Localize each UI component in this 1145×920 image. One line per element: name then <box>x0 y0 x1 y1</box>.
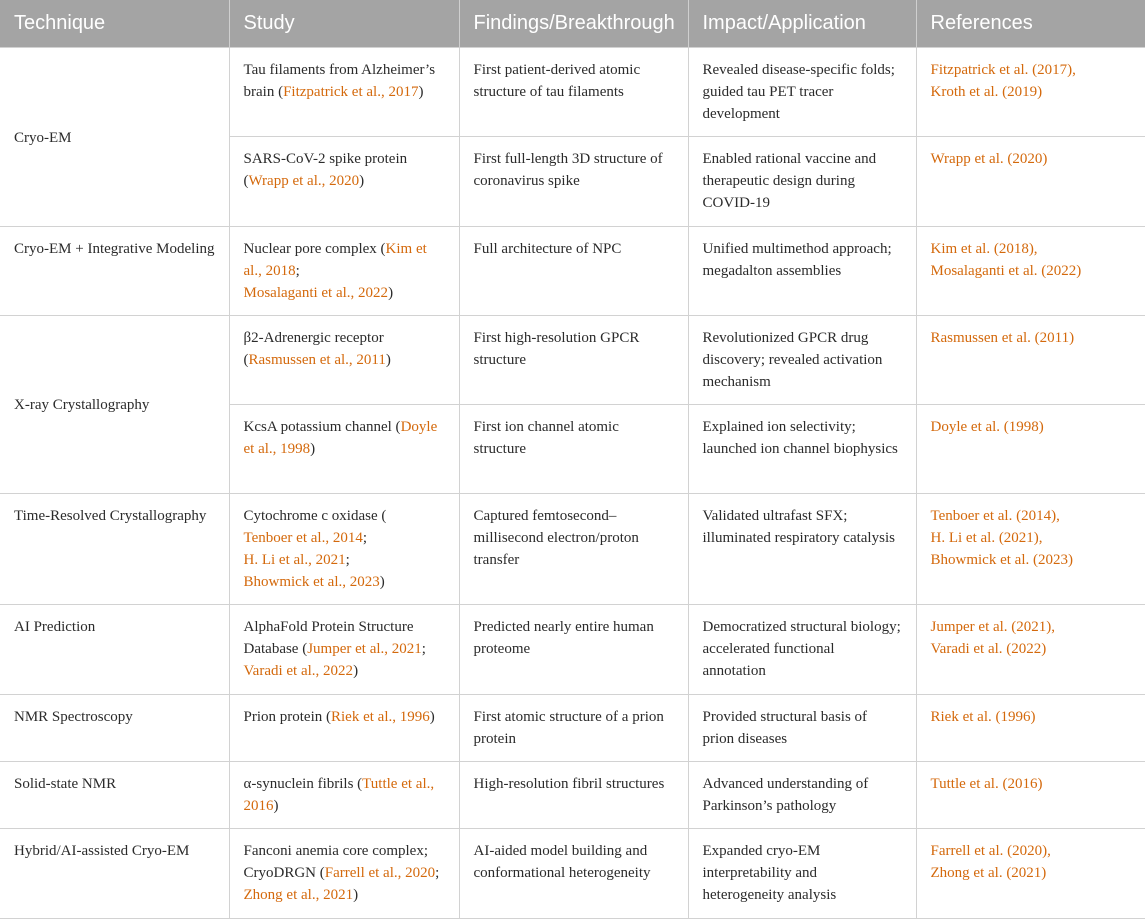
references-cell <box>916 761 1145 828</box>
table-row <box>0 694 1145 761</box>
header-study: Study <box>229 0 459 47</box>
reference-link[interactable]: Varadi et al. (2022) <box>930 640 1047 657</box>
findings-cell: AI-aided model building and conformational heterogeneity <box>459 828 688 918</box>
study-cell: α-synuclein fibrils (Tuttle et al., 2016) <box>229 761 459 828</box>
header-references: References <box>916 0 1145 47</box>
reference-link[interactable]: Kim et al. (2018), <box>930 240 1038 257</box>
study-cell: Tau filaments from Alzheimer’s brain (Fitzpatrick et al., 2017) <box>229 47 459 136</box>
citation-link[interactable]: H. Li et al., 2021 <box>243 551 346 568</box>
study-cell: β2-Adrenergic receptor (Rasmussen et al., 2011) <box>229 315 459 404</box>
impact-cell: Democratized structural biology; accelerated functional annotation <box>688 604 916 694</box>
references-cell <box>916 828 1145 918</box>
references-cell <box>916 226 1145 315</box>
study-cell: Nuclear pore complex (Kim et al., 2018; Mosalaganti et al., 2022) <box>229 226 459 315</box>
citation-link[interactable]: Doyle et al., 1998 <box>243 418 438 457</box>
technique-cell: Cryo-EM + Integrative Modeling <box>0 226 229 315</box>
citation-link[interactable]: Fitzpatrick et al., 2017 <box>283 83 419 100</box>
findings-cell: First atomic structure of a prion protein <box>459 694 688 761</box>
impact-cell: Unified multimethod approach; megadalton assemblies <box>688 226 916 315</box>
reference-link[interactable]: Jumper et al. (2021), <box>930 618 1056 635</box>
reference-link[interactable]: Fitzpatrick et al. (2017), <box>930 61 1076 78</box>
impact-cell: Validated ultrafast SFX; illuminated respiratory catalysis <box>688 493 916 604</box>
reference-link[interactable]: Tuttle et al. (2016) <box>930 775 1043 792</box>
references-cell <box>916 47 1145 136</box>
technique-cell: X-ray Crystallography <box>0 315 229 493</box>
impact-cell: Explained ion selectivity; launched ion channel biophysics <box>688 404 916 493</box>
reference-link[interactable]: Farrell et al. (2020), <box>930 842 1051 859</box>
references-cell <box>916 315 1145 404</box>
table-row <box>0 761 1145 828</box>
technique-cell: Cryo-EM <box>0 47 229 226</box>
citation-link[interactable]: Tenboer et al., 2014 <box>243 529 363 546</box>
table-row <box>0 47 1145 136</box>
references-cell <box>916 694 1145 761</box>
study-cell: Fanconi anemia core complex; CryoDRGN (Farrell et al., 2020; Zhong et al., 2021) <box>229 828 459 918</box>
reference-link[interactable]: Riek et al. (1996) <box>930 708 1036 725</box>
findings-cell: Captured femtosecond–millisecond electron/proton transfer <box>459 493 688 604</box>
references-cell <box>916 136 1145 226</box>
reference-link[interactable]: Tenboer et al. (2014), <box>930 507 1060 524</box>
reference-link[interactable]: Doyle et al. (1998) <box>930 418 1044 435</box>
citation-link[interactable]: Mosalaganti et al., 2022 <box>243 284 389 301</box>
technique-cell: Hybrid/AI-assisted Cryo-EM <box>0 828 229 918</box>
findings-cell: First high-resolution GPCR structure <box>459 315 688 404</box>
table-row <box>0 604 1145 694</box>
table-row <box>0 828 1145 918</box>
table-row <box>0 493 1145 604</box>
header-impact: Impact/Application <box>688 0 916 47</box>
citation-link[interactable]: Tuttle et al., 2016 <box>243 775 435 814</box>
technique-cell: NMR Spectroscopy <box>0 694 229 761</box>
findings-cell: High-resolution fibril structures <box>459 761 688 828</box>
header-technique: Technique <box>14 12 106 35</box>
impact-cell: Expanded cryo-EM interpretability and heterogeneity analysis <box>688 828 916 918</box>
citation-link[interactable]: Kim et al., 2018 <box>243 240 427 279</box>
reference-link[interactable]: Rasmussen et al. (2011) <box>930 329 1075 346</box>
study-cell: KcsA potassium channel (Doyle et al., 1998) <box>229 404 459 493</box>
reference-link[interactable]: Mosalaganti et al. (2022) <box>930 262 1082 279</box>
reference-link[interactable]: Bhowmick et al. (2023) <box>930 551 1073 568</box>
impact-cell: Enabled rational vaccine and therapeutic design during COVID-19 <box>688 136 916 226</box>
references-cell <box>916 493 1145 604</box>
citation-link[interactable]: Riek et al., 1996 <box>331 708 430 725</box>
citation-link[interactable]: Zhong et al., 2021 <box>243 886 354 903</box>
reference-link[interactable]: H. Li et al. (2021), <box>930 529 1043 546</box>
table-row <box>0 226 1145 315</box>
study-cell: SARS-CoV-2 spike protein (Wrapp et al., 2020) <box>229 136 459 226</box>
references-cell <box>916 604 1145 694</box>
table-row <box>0 315 1145 404</box>
impact-cell: Advanced understanding of Parkinson’s pathology <box>688 761 916 828</box>
technique-cell: Solid-state NMR <box>0 761 229 828</box>
findings-cell: Full architecture of NPC <box>459 226 688 315</box>
findings-cell: First ion channel atomic structure <box>459 404 688 493</box>
findings-cell: Predicted nearly entire human proteome <box>459 604 688 694</box>
impact-cell: Revealed disease-specific folds; guided tau PET tracer development <box>688 47 916 136</box>
reference-link[interactable]: Kroth et al. (2019) <box>930 83 1043 100</box>
references-cell <box>916 404 1145 493</box>
technique-cell: Time-Resolved Crystallography <box>0 493 229 604</box>
table-header-row <box>0 0 1145 47</box>
study-cell: Prion protein (Riek et al., 1996) <box>229 694 459 761</box>
citation-link[interactable]: Rasmussen et al., 2011 <box>248 351 386 368</box>
findings-cell: First full-length 3D structure of coronavirus spike <box>459 136 688 226</box>
study-cell: Cytochrome c oxidase ( Tenboer et al., 2014; H. Li et al., 2021; Bhowmick et al., 2023) <box>229 493 459 604</box>
header-findings: Findings/Breakthrough <box>459 0 688 47</box>
citation-link[interactable]: Farrell et al., 2020 <box>324 864 436 881</box>
impact-cell: Revolutionized GPCR drug discovery; revealed activation mechanism <box>688 315 916 404</box>
impact-cell: Provided structural basis of prion diseases <box>688 694 916 761</box>
citation-link[interactable]: Bhowmick et al., 2023 <box>243 573 380 590</box>
citation-link[interactable]: Wrapp et al., 2020 <box>248 172 360 189</box>
reference-link[interactable]: Wrapp et al. (2020) <box>930 150 1048 167</box>
study-cell: AlphaFold Protein Structure Database (Jumper et al., 2021; Varadi et al., 2022) <box>229 604 459 694</box>
citation-link[interactable]: Varadi et al., 2022 <box>243 662 354 679</box>
citation-link[interactable]: Jumper et al., 2021 <box>307 640 422 657</box>
reference-link[interactable]: Zhong et al. (2021) <box>930 864 1047 881</box>
technique-cell: AI Prediction <box>0 604 229 694</box>
findings-cell: First patient-derived atomic structure of tau filaments <box>459 47 688 136</box>
